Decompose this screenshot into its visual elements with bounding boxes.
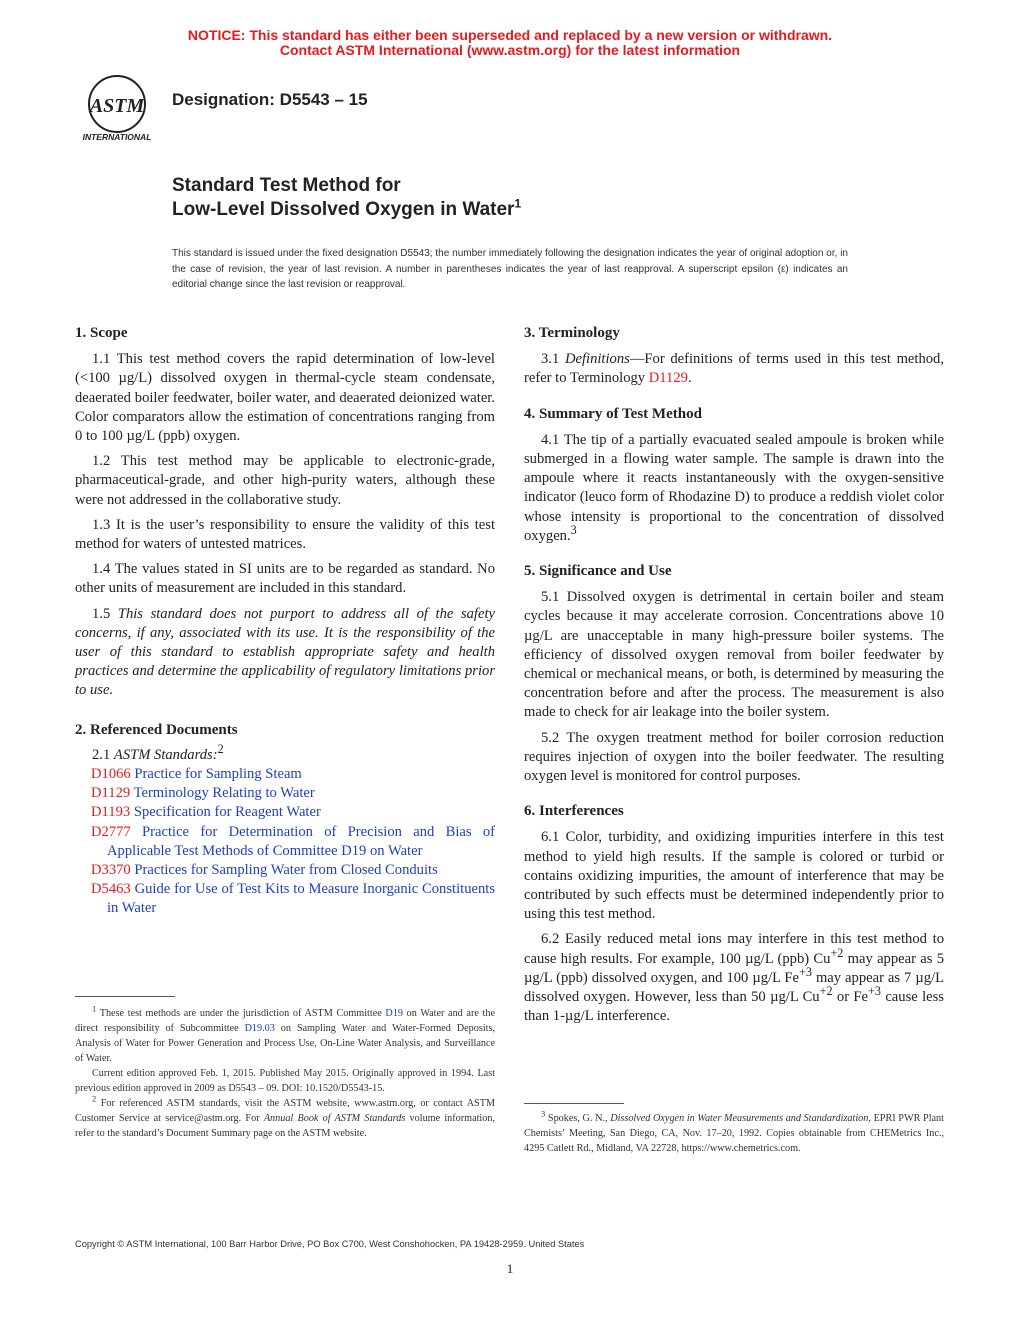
footnote-3: $^3$ Spokes, G. N., Dissolved Oxygen in Water Measurements and Standardization, EPRI PWR Plant Chemists’ Meeting, San Diego, CA, Nov. 17–20, 1992. Copies obtainable from CHEMetrics Inc., 4295 Catlett Rd., Midland, VA 22728, https://www.chemetrics.com. bbox=[524, 1108, 944, 1154]
ref-d1193[interactable]: D1193 Specification for Reagent Water bbox=[91, 804, 321, 821]
significance-5-2: 5.2 The oxygen treatment method for boiler corrosion reduction requires injection of oxygen into the boiler feedwater. The resulting oxygen level is monitored for control purposes. bbox=[524, 729, 944, 785]
copyright: Copyright © ASTM International, 100 Barr Harbor Drive, PO Box C700, West Conshohocken, PA 19428-2959. United States bbox=[75, 1239, 585, 1249]
scope-1-4: 1.4 The values stated in SI units are to be regarded as standard. No other units of measurement are included in this standard. bbox=[75, 561, 495, 597]
scope-heading: 1. Scope bbox=[75, 325, 128, 341]
left-column bbox=[75, 324, 495, 919]
summary-heading: 4. Summary of Test Method bbox=[524, 405, 702, 422]
terminology-3-1: 3.1 Definitions—For definitions of terms used in this test method, refer to Terminology D1129. bbox=[524, 351, 944, 387]
footnote-rule-left bbox=[75, 996, 175, 997]
designation: Designation: D5543 – 15 bbox=[172, 90, 368, 109]
page-number: 1 bbox=[506, 1261, 514, 1276]
scope-1-3: 1.3 It is the user’s responsibility to ensure the validity of this test method for waters of untested matrices. bbox=[75, 516, 495, 553]
ref-d3370[interactable]: D3370 Practices for Sampling Water from Closed Conduits bbox=[91, 862, 438, 879]
ref-d1066[interactable]: D1066 Practice for Sampling Steam bbox=[91, 766, 302, 783]
significance-heading: 5. Significance and Use bbox=[524, 563, 672, 580]
title-line-2: Low-Level Dissolved Oxygen in Water$^1$ bbox=[172, 196, 522, 220]
referenced-heading: 2. Referenced Documents bbox=[75, 721, 238, 738]
scope-1-1: 1.1 This test method covers the rapid determination of low-level (<100 µg/L) dissolved oxygen in thermal-cycle steam condensate, deaerated boiler feedwater, boiler water, and deaerated deionized water. Color comparators allow the estimation of concentrations ranging from 0 to 100 µg/L (ppb) oxygen. bbox=[75, 351, 495, 445]
title-line-1: Standard Test Method for bbox=[172, 175, 401, 196]
footnote-1: $^1$ These test methods are under the jurisdiction of ASTM Committee D19 on Water and are the direct responsibility of Subcommittee D19.03 on Sampling Water and Water-Formed Deposits, Analysis of Water for Power Generation and Process Use, On-Line Water Analysis, and Surveillance of Water. bbox=[75, 1003, 495, 1064]
terminology-link-d1129[interactable]: D1129 bbox=[648, 370, 688, 387]
referenced-intro: 2.1 ASTM Standards:$^2$ bbox=[92, 742, 224, 763]
ref-d2777[interactable]: D2777 Practice for Determination of Precision and Bias of Applicable Test Methods of Committee D19 on Water bbox=[91, 823, 495, 859]
interferences-heading: 6. Interferences bbox=[524, 803, 624, 820]
footnote-link-d19[interactable]: D19 bbox=[385, 1008, 403, 1019]
ref-d5463[interactable]: D5463 Guide for Use of Test Kits to Measure Inorganic Constituents in Water bbox=[91, 881, 496, 917]
footnote-link-d19-03[interactable]: D19.03 bbox=[244, 1023, 275, 1034]
footnote-rule-right bbox=[524, 1103, 624, 1104]
interferences-6-1: 6.1 Color, turbidity, and oxidizing impurities interfere in this test method to yield high results. If the sample is colored or turbid or contains oxidizing impurities, the amount of interference that may be contributed by such effects must be determined independently prior to using this test method. bbox=[524, 829, 944, 923]
astm-logo bbox=[72, 74, 162, 144]
scope-1-5: 1.5 This standard does not purport to address all of the safety concerns, if any, associated with its use. It is the responsibility of the user of this standard to establish appropriate safety and health practices and determine the applicability of regulatory limitations prior to use. bbox=[75, 605, 495, 699]
notice-line-2: Contact ASTM International (www.astm.org) for the latest information bbox=[279, 42, 741, 58]
summary-4-1: 4.1 The tip of a partially evacuated sealed ampoule is broken while submerged in a flowing water sample. The sample is drawn into the ampoule where it reacts instantaneously with the oxygen-sensitive indicator (leuco form of Rhodazine D) to produce a reddish violet color whose intensity is proportional to the concentration of dissolved oxygen.$^3$ bbox=[524, 431, 944, 544]
logo-subtext: INTERNATIONAL bbox=[82, 132, 152, 142]
notice-line-1: NOTICE: This standard has either been superseded and replaced by a new version or withdrawn. bbox=[187, 27, 833, 43]
scope-1-2: 1.2 This test method may be applicable to electronic-grade, pharmaceutical-grade, and other high-purity waters, although these were not addressed in the collaborative study. bbox=[75, 453, 495, 508]
title-footnote-mark: 1 bbox=[514, 196, 522, 211]
footnote-2: $^2$ For referenced ASTM standards, visit the ASTM website, www.astm.org, or contact ASTM Customer Service at service@astm.org. For Annual Book of ASTM Standards volume information, refer to the standard’s Document Summary page on the ASTM website. bbox=[75, 1093, 495, 1139]
right-column bbox=[524, 324, 944, 1027]
terminology-heading: 3. Terminology bbox=[524, 325, 620, 341]
logo-text: ASTM bbox=[89, 95, 145, 117]
footnotes-left bbox=[75, 1003, 495, 1141]
footnote-1-edition: Current edition approved Feb. 1, 2015. Published May 2015. Originally approved in 1994. Last previous edition approved in 2009 as D5543 – 09. DOI: 10.1520/D5543-15. bbox=[75, 1068, 495, 1094]
significance-5-1: 5.1 Dissolved oxygen is detrimental in certain boiler and steam cycles because it may accelerate corrosion. Concentrations above 10 µg/L are unacceptable in many high-pressure boiler systems. The efficiency of dissolved oxygen removal from boiler feedwater by chemical or mechanical means, or both, is determined by measuring the concentration before and after the process. The measurement is also made to check for air leakage into the boiler system. bbox=[524, 589, 944, 721]
intro-paragraph: This standard is issued under the fixed designation D5543; the number immediately following the designation indicates the year of original adoption or, in the case of revision, the year of last revision. A number in parentheses indicates the year of last reapproval. A superscript epsilon (ε) indicates an editorial change since the last revision or reapproval. bbox=[172, 248, 848, 290]
interferences-6-2: 6.2 Easily reduced metal ions may interfere in this test method to cause high results. For example, 100 µg/L (ppb) $Cu^{+2}$ may appear as 5 µg/L (ppb) dissolved oxygen, and 100 µg/L $Fe^{+3}$ may appear as 7 µg/L dissolved oxygen. However, less than 50 µg/L $Cu^{+2}$ or $Fe^{+3}$ cause less than 1-µg/L interference. bbox=[524, 931, 944, 1025]
ref-d1129[interactable]: D1129 Terminology Relating to Water bbox=[91, 785, 315, 802]
